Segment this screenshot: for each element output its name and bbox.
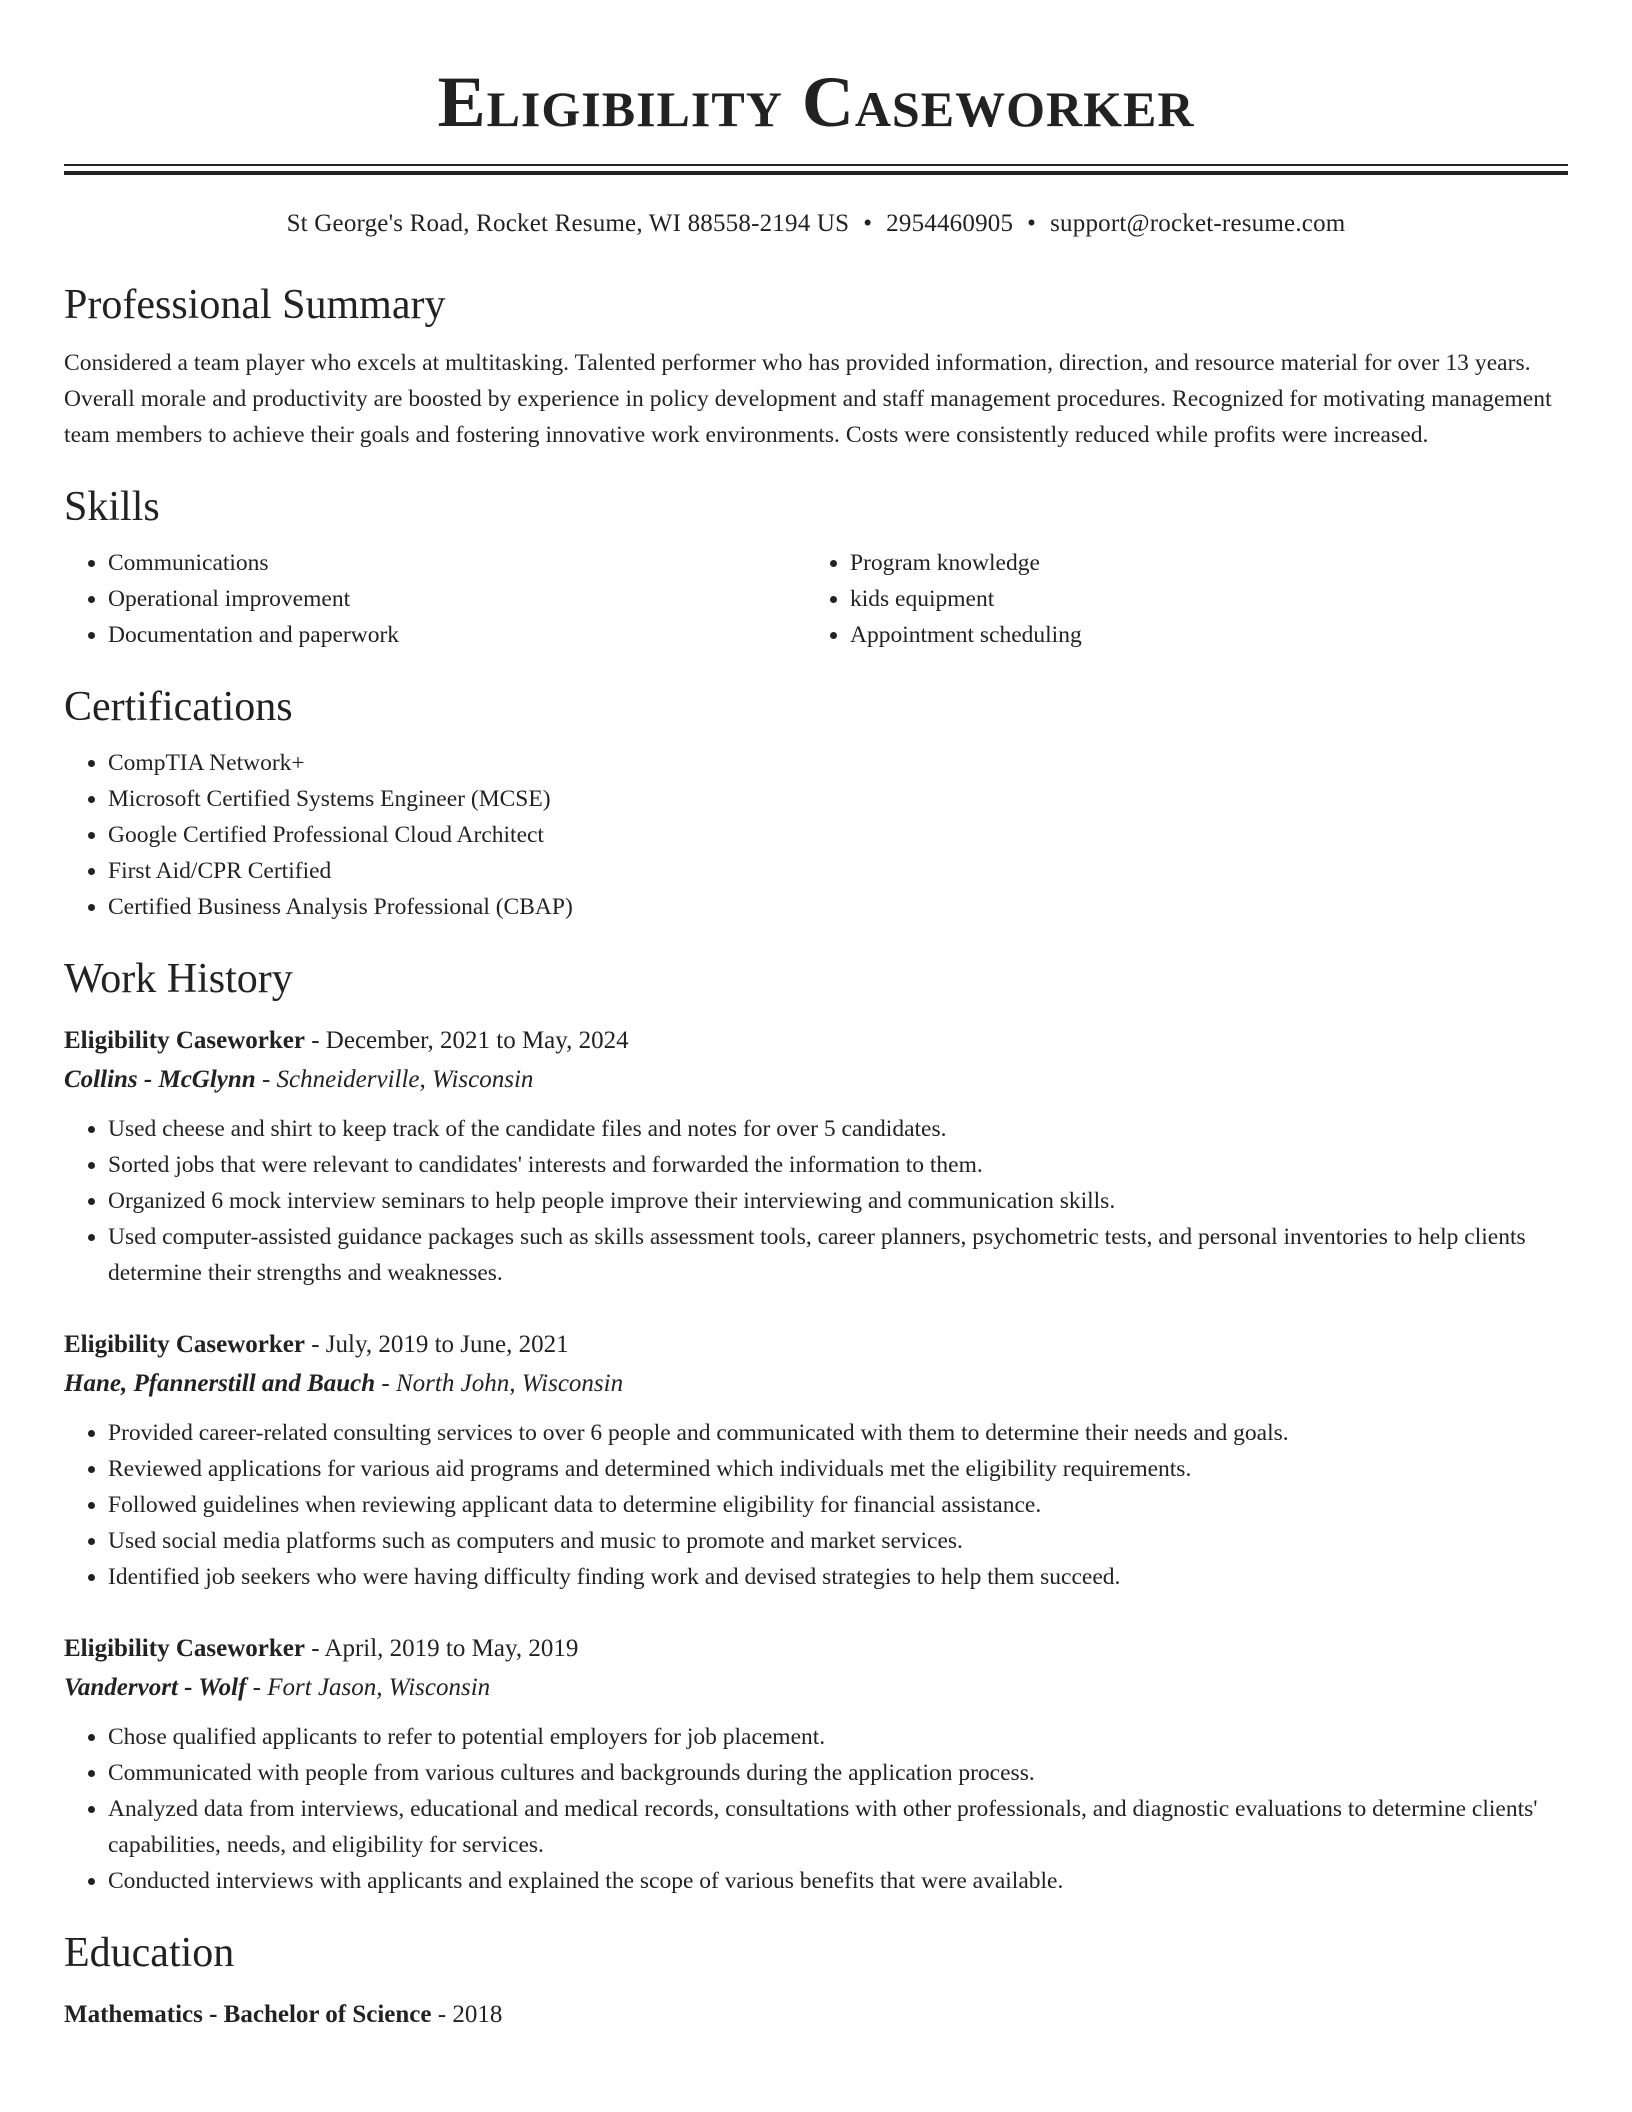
job-bullet: • Used cheese and shirt to keep track of the candidate files and notes for over 5 candidates. xyxy=(108,1111,1568,1147)
job-location: - Fort Jason, Wisconsin xyxy=(246,1674,491,1701)
section-title-certifications: Certifications xyxy=(64,684,293,730)
skill-item: • Operational improvement xyxy=(108,581,806,617)
job-bullet: • Organized 6 mock interview seminars to help people improve their interviewing and communication skills. xyxy=(108,1183,1568,1219)
section-title-skills: Skills xyxy=(64,484,160,530)
job-company: Vandervort - Wolf xyxy=(64,1674,247,1701)
job-bullet: • Reviewed applications for various aid programs and determined which individuals met the eligibility requirements. xyxy=(108,1451,1568,1487)
education-year: - 2018 xyxy=(431,2001,503,2028)
skill-item: • Communications xyxy=(108,545,806,581)
certifications-list xyxy=(64,745,1568,925)
certification-item: • CompTIA Network+ xyxy=(108,745,1568,781)
job-bullet: • Identified job seekers who were having difficulty finding work and devised strategies to help them succeed. xyxy=(108,1559,1568,1595)
contact-line xyxy=(64,207,1568,241)
job-dates: - July, 2019 to June, 2021 xyxy=(304,1331,569,1358)
contact-separator: • xyxy=(863,210,873,237)
header-divider-thin xyxy=(64,164,1568,166)
skills-list-right xyxy=(806,545,1548,653)
skill-item: • kids equipment xyxy=(850,581,1548,617)
job-bullet: • Used computer-assisted guidance packages such as skills assessment tools, career planners, psychometric tests, and personal inventories to help clients determine their strengths and weaknesses. xyxy=(108,1219,1568,1291)
certification-item: • Google Certified Professional Cloud Architect xyxy=(108,817,1568,853)
job-bullet: • Followed guidelines when reviewing applicant data to determine eligibility for financial assistance. xyxy=(108,1487,1568,1523)
skills-grid xyxy=(64,545,1568,653)
skill-item: • Program knowledge xyxy=(850,545,1548,581)
section-title-summary: Professional Summary xyxy=(64,282,446,328)
skill-item: • Appointment scheduling xyxy=(850,617,1548,653)
resume-page xyxy=(64,0,1568,2034)
summary-text: Considered a team player who excels at multitasking. Talented performer who has provided information, direction, and resource material for over 13 years. Overall morale and productivity are boosted by experience in policy development and staff management procedures. Recognized for motivating management team members to achieve their goals and fostering innovative work environments. Costs were consistently reduced while profits were increased. xyxy=(64,350,1552,448)
education-degree: Mathematics - Bachelor of Science xyxy=(64,2001,432,2028)
section-title-education: Education xyxy=(64,1930,235,1976)
job-company: Hane, Pfannerstill and Bauch xyxy=(64,1370,376,1397)
job-bullet: • Provided career-related consulting services to over 6 people and communicated with them to determine their needs and goals. xyxy=(108,1415,1568,1451)
job-bullet: • Sorted jobs that were relevant to candidates' interests and forwarded the information to them. xyxy=(108,1147,1568,1183)
resume-name: Eligibility Caseworker xyxy=(437,62,1195,142)
job-dates: - December, 2021 to May, 2024 xyxy=(304,1027,629,1054)
job-bullet: • Conducted interviews with applicants and explained the scope of various benefits that were available. xyxy=(108,1863,1568,1899)
job-bullets xyxy=(64,1111,1568,1291)
skills-column-right xyxy=(806,545,1548,653)
job-bullet: • Analyzed data from interviews, educational and medical records, consultations with other professionals, and diagnostic evaluations to determine clients' capabilities, needs, and eligibility for services. xyxy=(108,1791,1568,1863)
job-role: Eligibility Caseworker xyxy=(64,1027,305,1054)
job-bullet: • Used social media platforms such as computers and music to promote and market services. xyxy=(108,1523,1568,1559)
job-entry xyxy=(64,1021,1568,1291)
job-company-line xyxy=(64,1060,1568,1099)
header-divider-thick xyxy=(64,171,1568,175)
job-heading xyxy=(64,1629,1568,1668)
job-bullet: • Communicated with people from various cultures and backgrounds during the application process. xyxy=(108,1755,1568,1791)
job-bullets xyxy=(64,1415,1568,1595)
job-company: Collins - McGlynn xyxy=(64,1066,256,1093)
job-heading xyxy=(64,1325,1568,1364)
job-location: - North John, Wisconsin xyxy=(375,1370,624,1397)
job-company-line xyxy=(64,1668,1568,1707)
job-role: Eligibility Caseworker xyxy=(64,1635,305,1662)
skills-list-left xyxy=(64,545,806,653)
job-bullet: • Chose qualified applicants to refer to potential employers for job placement. xyxy=(108,1719,1568,1755)
certification-item: • Microsoft Certified Systems Engineer (MCSE) xyxy=(108,781,1568,817)
job-bullets xyxy=(64,1719,1568,1899)
job-role: Eligibility Caseworker xyxy=(64,1331,305,1358)
job-dates: - April, 2019 to May, 2019 xyxy=(304,1635,579,1662)
job-company-line xyxy=(64,1364,1568,1403)
section-title-work-history: Work History xyxy=(64,956,293,1002)
certification-item: • Certified Business Analysis Professional (CBAP) xyxy=(108,889,1568,925)
contact-address: St George's Road, Rocket Resume, WI 88558-2194 US xyxy=(286,210,850,237)
skills-column-left xyxy=(64,545,806,653)
job-location: - Schneiderville, Wisconsin xyxy=(255,1066,534,1093)
job-heading xyxy=(64,1021,1568,1060)
skill-item: • Documentation and paperwork xyxy=(108,617,806,653)
job-entry xyxy=(64,1629,1568,1899)
contact-phone: 2954460905 xyxy=(886,210,1014,237)
education-entry xyxy=(64,1995,1568,2034)
contact-separator: • xyxy=(1027,210,1037,237)
certification-item: • First Aid/CPR Certified xyxy=(108,853,1568,889)
contact-email: support@rocket-resume.com xyxy=(1050,210,1346,237)
job-entry xyxy=(64,1325,1568,1595)
